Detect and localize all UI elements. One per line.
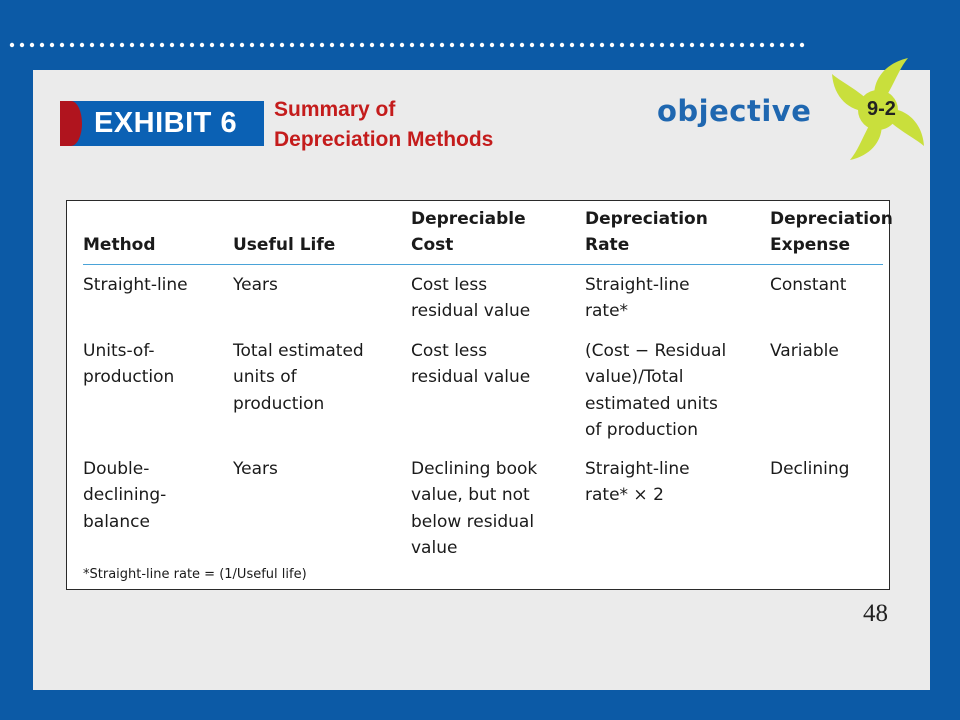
- dot: [650, 43, 654, 47]
- dot: [530, 43, 534, 47]
- page-number: 48: [863, 600, 888, 627]
- header-depreciable-cost: Depreciable Cost: [411, 209, 526, 256]
- dot: [460, 43, 464, 47]
- dot: [670, 43, 674, 47]
- row3-depreciable-cost: Declining book value, but not below residual value: [411, 459, 538, 558]
- dot: [50, 43, 54, 47]
- depreciation-table: [66, 200, 893, 590]
- dot: [470, 43, 474, 47]
- dot: [600, 43, 604, 47]
- dot: [390, 43, 394, 47]
- row2-depreciation-expense: Variable: [770, 341, 839, 361]
- dot: [760, 43, 764, 47]
- objective-number: 9-2: [867, 98, 896, 120]
- objective-label: objective: [657, 94, 812, 128]
- dot: [660, 43, 664, 47]
- dot: [120, 43, 124, 47]
- dot: [320, 43, 324, 47]
- row3-method: Double- declining- balance: [83, 459, 167, 532]
- dot: [640, 43, 644, 47]
- row3-depreciation-expense: Declining: [770, 459, 850, 479]
- dot: [40, 43, 44, 47]
- exhibit-cap: [60, 101, 82, 146]
- dot: [300, 43, 304, 47]
- dot: [740, 43, 744, 47]
- dot: [500, 43, 504, 47]
- dot: [380, 43, 384, 47]
- dot: [370, 43, 374, 47]
- dot: [260, 43, 264, 47]
- dot: [780, 43, 784, 47]
- dot: [110, 43, 114, 47]
- row2-method: Units-of- production: [83, 341, 175, 388]
- dot: [220, 43, 224, 47]
- dot: [400, 43, 404, 47]
- row2-useful-life: Total estimated units of production: [233, 341, 364, 414]
- dot: [330, 43, 334, 47]
- dot: [420, 43, 424, 47]
- row1-method: Straight-line: [83, 275, 188, 295]
- header-method: Method: [83, 235, 156, 255]
- exhibit-label: EXHIBIT 6: [94, 107, 238, 139]
- dot: [720, 43, 724, 47]
- table-footnote: *Straight-line rate = (1/Useful life): [83, 567, 307, 582]
- dot: [680, 43, 684, 47]
- dot: [690, 43, 694, 47]
- dot: [340, 43, 344, 47]
- dot: [490, 43, 494, 47]
- dot: [160, 43, 164, 47]
- summary-title: [274, 95, 493, 155]
- dot: [430, 43, 434, 47]
- dot: [550, 43, 554, 47]
- dot: [770, 43, 774, 47]
- dot: [210, 43, 214, 47]
- dot: [570, 43, 574, 47]
- dot: [590, 43, 594, 47]
- dot: [200, 43, 204, 47]
- row1-useful-life: Years: [233, 275, 278, 295]
- dot: [620, 43, 624, 47]
- dot: [730, 43, 734, 47]
- row1-depreciation-expense: Constant: [770, 275, 847, 295]
- row3-depreciation-rate: Straight-line rate* × 2: [585, 459, 690, 506]
- dot: [630, 43, 634, 47]
- exhibit-badge: [66, 101, 264, 146]
- dot: [450, 43, 454, 47]
- dot: [170, 43, 174, 47]
- dot: [350, 43, 354, 47]
- dot: [800, 43, 804, 47]
- dot: [510, 43, 514, 47]
- dot: [280, 43, 284, 47]
- dot: [290, 43, 294, 47]
- dot: [480, 43, 484, 47]
- dot: [710, 43, 714, 47]
- dot: [410, 43, 414, 47]
- dot: [190, 43, 194, 47]
- row1-depreciable-cost: Cost less residual value: [411, 275, 531, 322]
- dot: [140, 43, 144, 47]
- dot: [230, 43, 234, 47]
- dot: [440, 43, 444, 47]
- dot: [520, 43, 524, 47]
- dot: [20, 43, 24, 47]
- dot: [250, 43, 254, 47]
- dot: [60, 43, 64, 47]
- row3-useful-life: Years: [233, 459, 278, 479]
- row2-depreciable-cost: Cost less residual value: [411, 341, 531, 388]
- row1-depreciation-rate: Straight-line rate*: [585, 275, 690, 322]
- dot: [790, 43, 794, 47]
- dot: [540, 43, 544, 47]
- summary-title-line1: Summary of: [274, 98, 396, 121]
- summary-title-line2: Depreciation Methods: [274, 128, 494, 151]
- dot: [150, 43, 154, 47]
- dot: [30, 43, 34, 47]
- dot: [560, 43, 564, 47]
- dot: [90, 43, 94, 47]
- dot: [580, 43, 584, 47]
- dot: [310, 43, 314, 47]
- header-rule: [83, 264, 883, 265]
- dot: [700, 43, 704, 47]
- row2-depreciation-rate: (Cost − Residual value)/Total estimated units of production: [585, 341, 727, 440]
- header-depreciation-rate: Depreciation Rate: [585, 209, 708, 256]
- dot: [610, 43, 614, 47]
- dot: [750, 43, 754, 47]
- dot: [100, 43, 104, 47]
- dot: [10, 43, 14, 47]
- dot: [70, 43, 74, 47]
- dot: [360, 43, 364, 47]
- header-useful-life: Useful Life: [233, 235, 336, 255]
- dot: [270, 43, 274, 47]
- dot: [240, 43, 244, 47]
- header-depreciation-expense: Depreciation Expense: [770, 209, 893, 256]
- dot: [180, 43, 184, 47]
- dot: [130, 43, 134, 47]
- dot: [80, 43, 84, 47]
